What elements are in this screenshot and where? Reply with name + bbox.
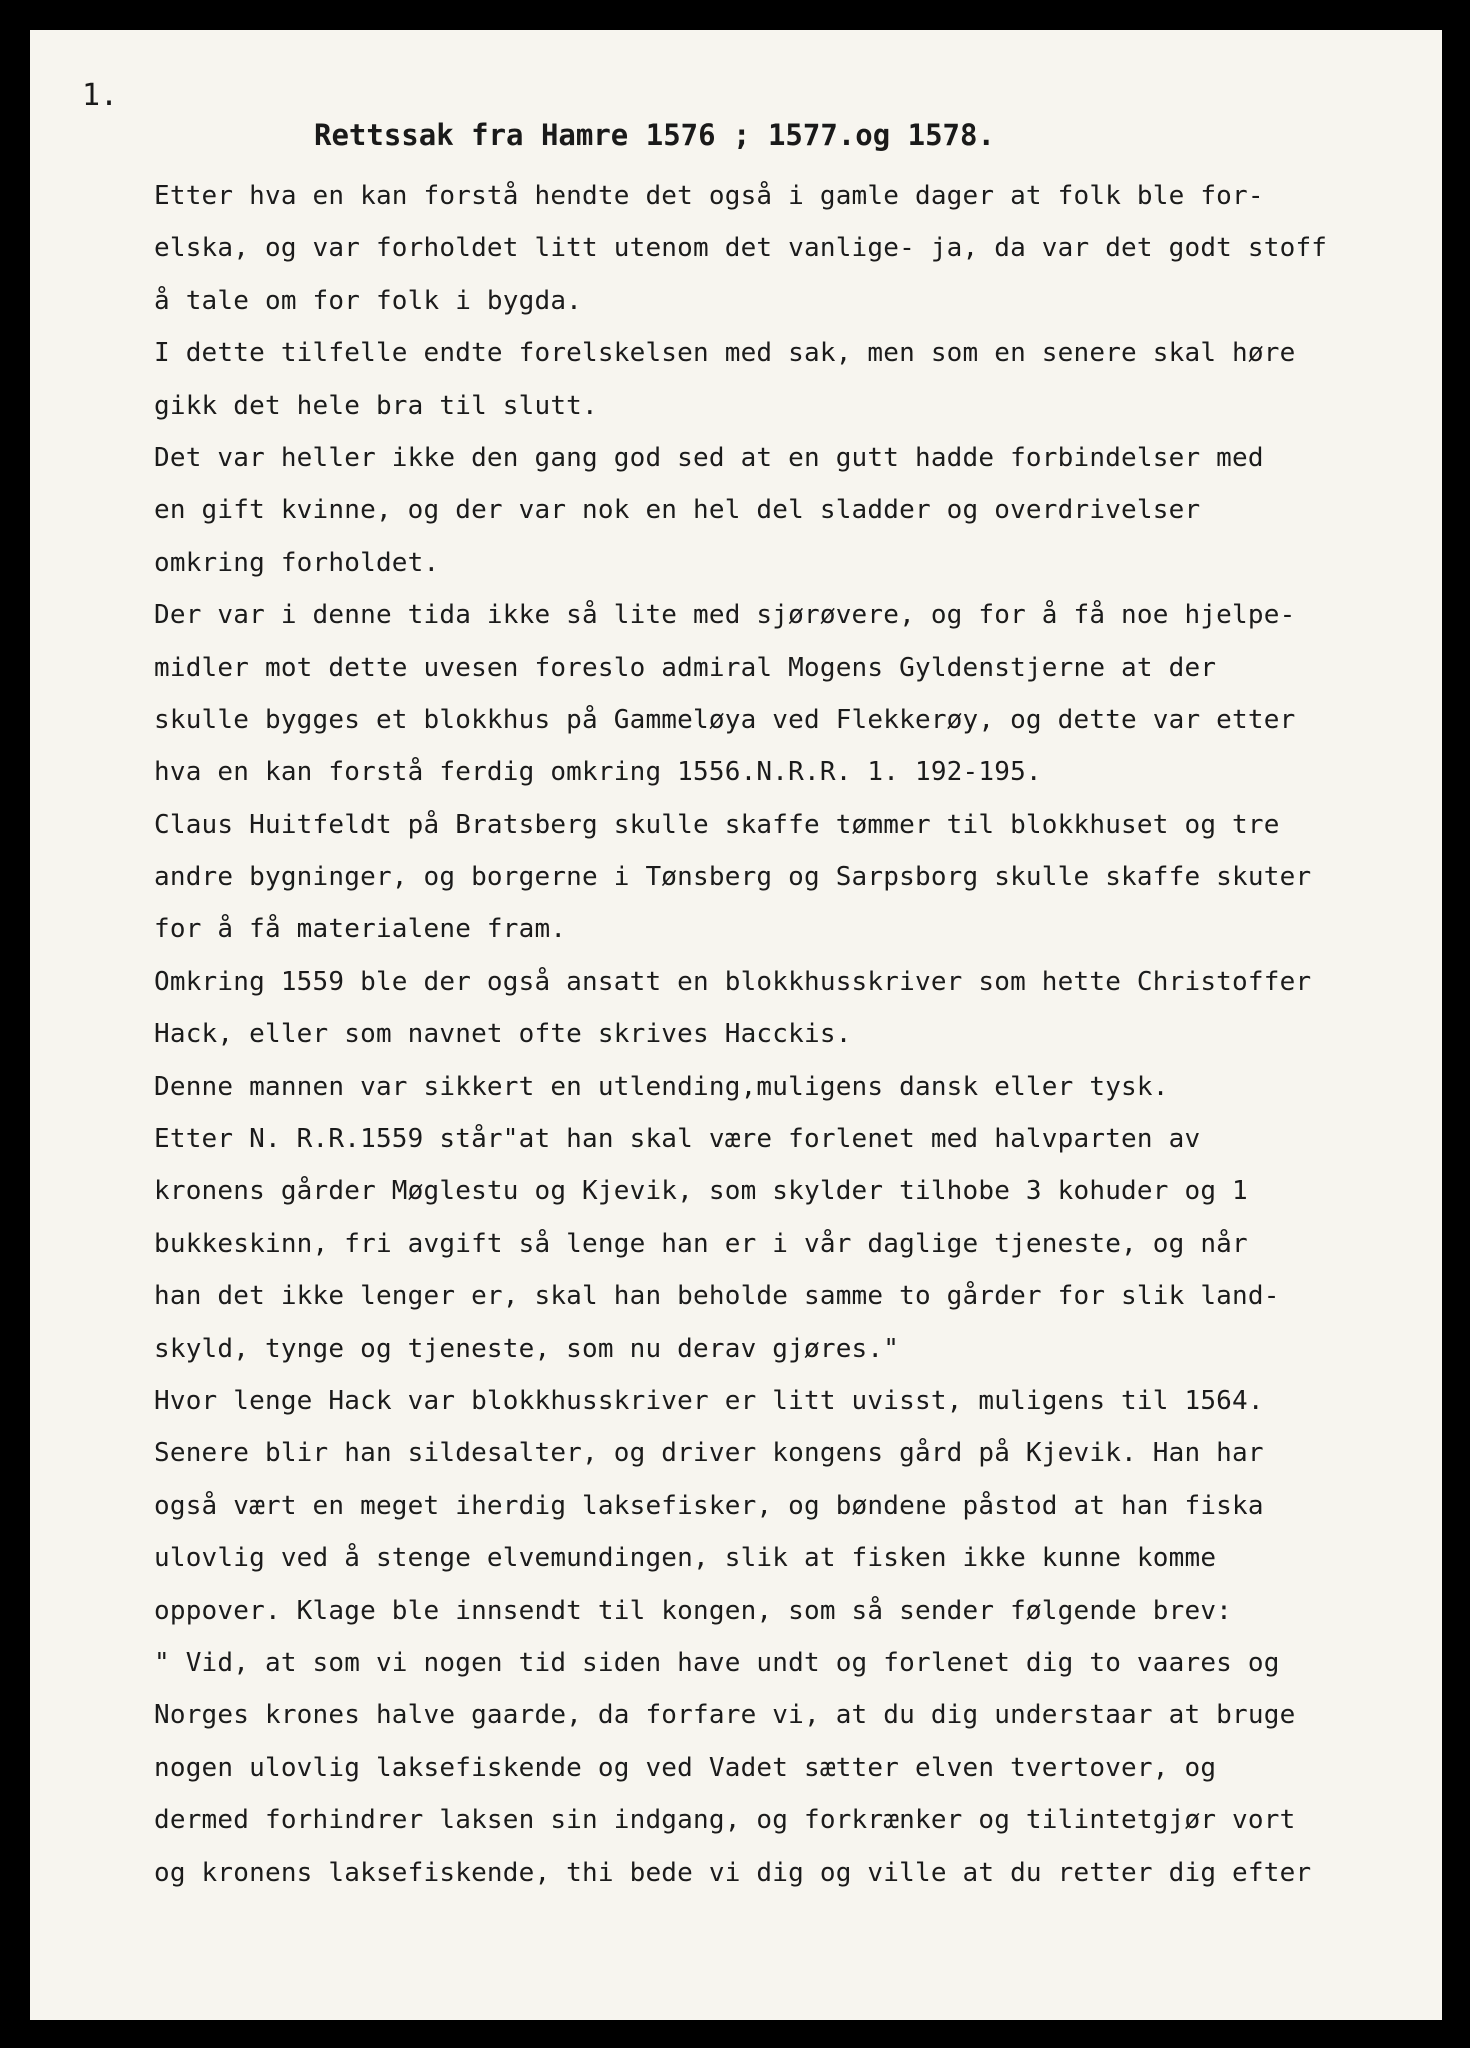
text-line: gikk det hele bra til slutt.: [154, 390, 598, 421]
text-line: dermed forhindrer laksen sin indgang, og forkrænker og tilintetgjør vort: [154, 1805, 1296, 1836]
text-line: hva en kan forstå ferdig omkring 1556.N.R.R. 1. 192-195.: [154, 757, 1042, 788]
text-line: Hack, eller som navnet ofte skrives Hacckis.: [154, 1019, 852, 1050]
text-line: Der var i denne tida ikke så lite med sjørøvere, og for å få noe hjelpe-: [154, 600, 1296, 631]
text-line: kronens gårder Møglestu og Kjevik, som skylder tilhobe 3 kohuder og 1: [154, 1176, 1248, 1207]
text-line: " Vid, at som vi nogen tid siden have undt og forlenet dig to vaares og: [154, 1647, 1280, 1678]
text-line: elska, og var forholdet litt utenom det vanlige- ja, da var det godt stoff: [154, 233, 1328, 264]
text-line: Norges krones halve gaarde, da forfare vi, at du dig understaar at bruge: [154, 1700, 1296, 1731]
text-line: Det var heller ikke den gang god sed at en gutt hadde forbindelser med: [154, 442, 1264, 473]
document-body: [154, 170, 1434, 1899]
text-line: nogen ulovlig laksefiskende og ved Vadet sætter elven tvertover, og: [154, 1752, 1217, 1783]
text-line: bukkeskinn, fri avgift så lenge han er i vår daglige tjeneste, og når: [154, 1228, 1248, 1259]
text-line: en gift kvinne, og der var nok en hel del sladder og overdrivelser: [154, 495, 1201, 526]
text-line: Claus Huitfeldt på Bratsberg skulle skaffe tømmer til blokkhuset og tre: [154, 809, 1280, 840]
text-line: Etter N. R.R.1559 står"at han skal være forlenet med halvparten av: [154, 1124, 1201, 1155]
text-line: Etter hva en kan forstå hendte det også i gamle dager at folk ble for-: [154, 181, 1264, 211]
text-line: Senere blir han sildesalter, og driver kongens gård på Kjevik. Han har: [154, 1438, 1264, 1469]
text-line: omkring forholdet.: [154, 547, 440, 578]
text-line: oppover. Klage ble innsendt til kongen, som så sender følgende brev:: [154, 1595, 1233, 1626]
document-title: Rettssak fra Hamre 1576 ; 1577.og 1578.: [314, 118, 995, 152]
text-line: Omkring 1559 ble der også ansatt en blokkhusskriver som hette Christoffer: [154, 966, 1312, 997]
text-line: og kronens laksefiskende, thi bede vi dig og ville at du retter dig efter: [154, 1857, 1312, 1888]
text-line: andre bygninger, og borgerne i Tønsberg og Sarpsborg skulle skaffe skuter: [154, 862, 1312, 893]
text-line: I dette tilfelle endte forelskelsen med sak, men som en senere skal høre: [154, 338, 1296, 369]
text-line: Denne mannen var sikkert en utlending,muligens dansk eller tysk.: [154, 1071, 1169, 1102]
text-line: skyld, tynge og tjeneste, som nu derav gjøres.": [154, 1333, 900, 1364]
text-line: ulovlig ved å stenge elvemundingen, slik at fisken ikke kunne komme: [154, 1543, 1217, 1574]
page-number: 1.: [82, 78, 119, 113]
text-line: han det ikke lenger er, skal han beholde samme to gårder for slik land-: [154, 1281, 1280, 1312]
text-line: også vært en meget iherdig laksefisker, og bøndene påstod at han fiska: [154, 1490, 1264, 1521]
text-line: midler mot dette uvesen foreslo admiral Mogens Gyldenstjerne at der: [154, 652, 1217, 683]
text-line: Hvor lenge Hack var blokkhusskriver er litt uvisst, muligens til 1564.: [154, 1385, 1264, 1416]
text-line: for å få materialene fram.: [154, 914, 567, 945]
text-line: å tale om for folk i bygda.: [154, 285, 583, 316]
text-line: skulle bygges et blokkhus på Gammeløya ved Flekkerøy, og dette var etter: [154, 704, 1296, 735]
document-page: [30, 30, 1442, 2020]
